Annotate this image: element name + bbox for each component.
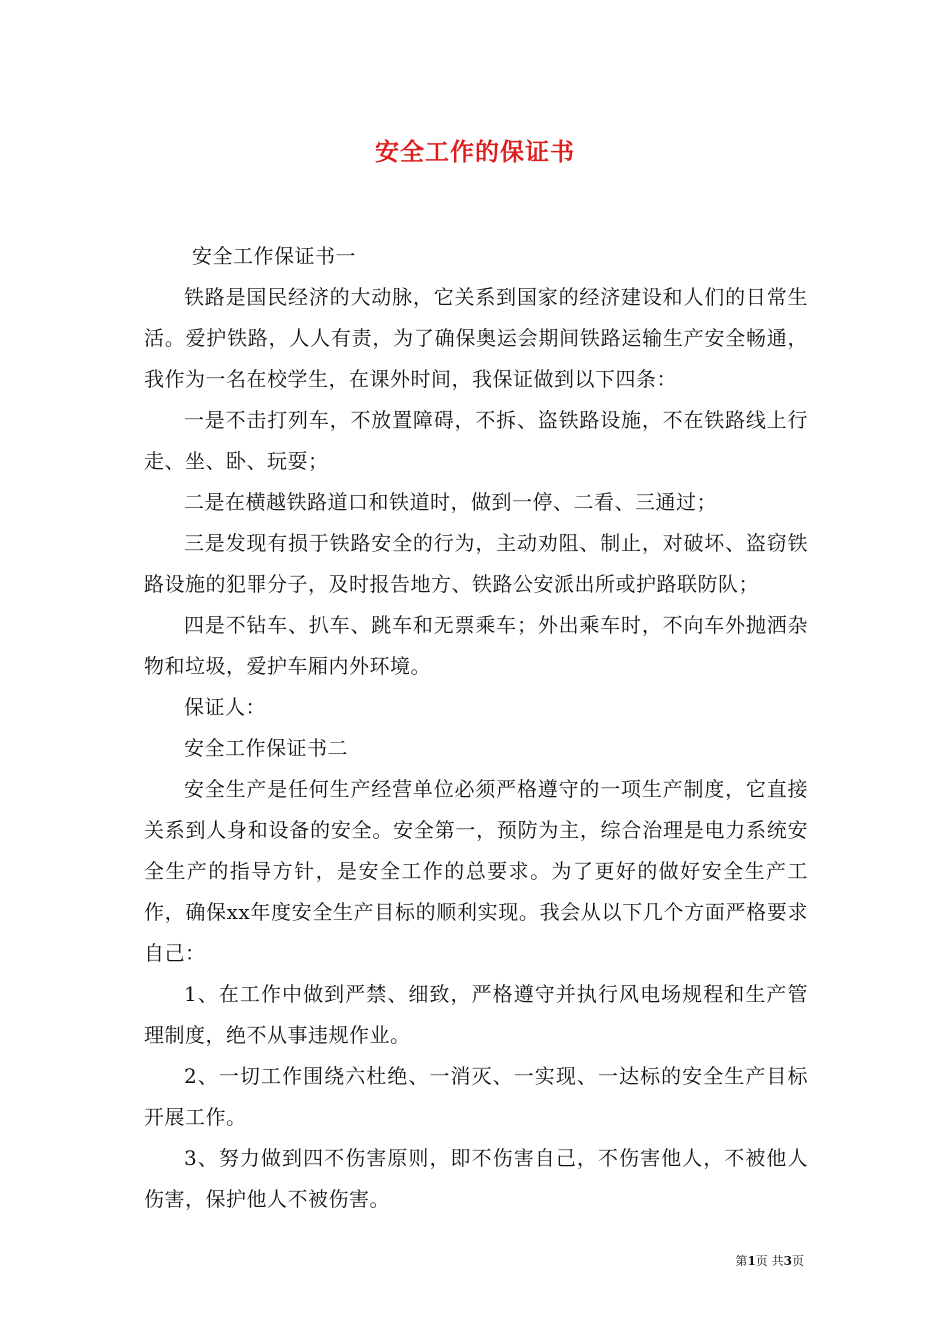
page-number-middle: 页 共	[755, 1254, 784, 1268]
page-footer	[735, 1252, 804, 1269]
paragraph: 四是不钻车、扒车、跳车和无票乘车；外出乘车时，不向车外抛洒杂物和垃圾，爱护车厢内外环境。	[144, 613, 808, 678]
paragraph: 一是不击打列车，不放置障碍，不拆、盗铁路设施，不在铁路线上行走、坐、卧、玩耍；	[144, 408, 808, 473]
current-page-number: 1	[747, 1254, 756, 1268]
paragraph: 三是发现有损于铁路安全的行为，主动劝阻、制止，对破坏、盗窃铁路设施的犯罪分子，及时报告地方、铁路公安派出所或护路联防队；	[144, 531, 808, 596]
paragraph: 铁路是国民经济的大动脉，它关系到国家的经济建设和人们的日常生活。爱护铁路，人人有责，为了确保奥运会期间铁路运输生产安全畅通，我作为一名在校学生，在课外时间，我保证做到以下四条：	[144, 285, 808, 391]
document-title: 安全工作的保证书	[375, 137, 575, 166]
paragraph: 3、努力做到四不伤害原则，即不伤害自己，不伤害他人，不被他人伤害，保护他人不被伤害。	[144, 1146, 808, 1211]
total-page-number: 3	[783, 1254, 792, 1268]
paragraph: 安全生产是任何生产经营单位必须严格遵守的一项生产制度，它直接关系到人身和设备的安全。安全第一，预防为主，综合治理是电力系统安全生产的指导方针，是安全工作的总要求。为了更好的做好安全生产工作，确保xx年度安全生产目标的顺利实现。我会从以下几个方面严格要求自己：	[144, 777, 808, 965]
document-body	[144, 236, 808, 1220]
paragraph: 2、一切工作围绕六杜绝、一消灭、一实现、一达标的安全生产目标开展工作。	[144, 1064, 808, 1129]
page-number-prefix: 第	[735, 1254, 748, 1268]
section-heading-2: 安全工作保证书二	[184, 736, 348, 760]
guarantor-label: 保证人：	[184, 695, 266, 719]
paragraph: 1、在工作中做到严禁、细致，严格遵守并执行风电场规程和生产管理制度，绝不从事违规作业。	[144, 982, 808, 1047]
paragraph: 二是在横越铁路道口和铁道时，做到一停、二看、三通过；	[184, 490, 717, 514]
section-heading-1: 安全工作保证书一	[192, 244, 356, 268]
page-number-suffix: 页	[791, 1254, 804, 1268]
